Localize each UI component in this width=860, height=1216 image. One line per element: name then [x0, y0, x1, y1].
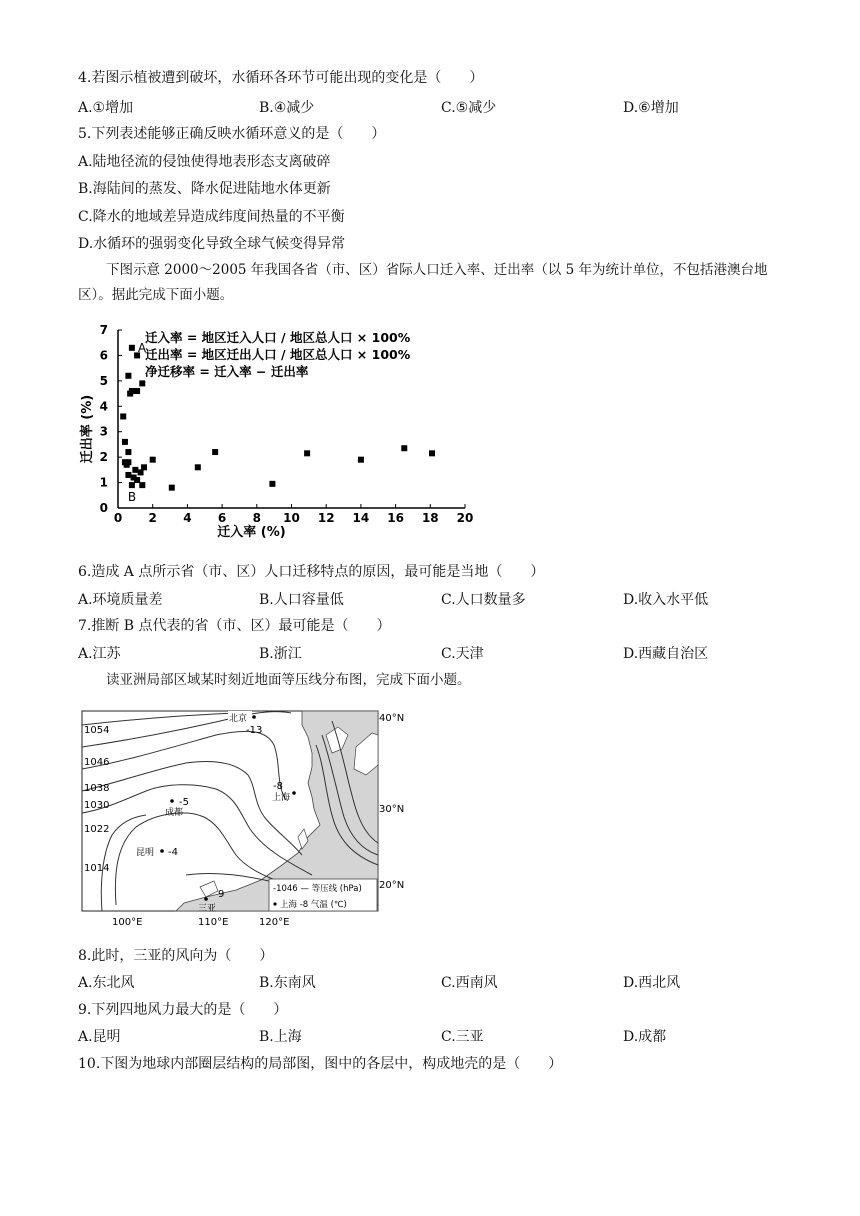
point-label-a: A [137, 340, 147, 355]
question-6-stem: 6.造成 A 点所示省（市、区）人口迁移特点的原因，最可能是当地（ ） [78, 564, 545, 580]
question-7-stem: 7.推断 B 点代表的省（市、区）最可能是（ ） [78, 618, 391, 634]
migration-scatter-chart [75, 320, 485, 550]
data-point [127, 391, 133, 397]
data-point [129, 482, 135, 488]
data-point [125, 373, 131, 379]
isobar-label-1038: 1038 [84, 783, 110, 794]
city-name-sanya: 三亚 [198, 904, 217, 914]
chart-formula-1: 迁入率 = 地区迁入人口 / 地区总人口 × 100% [145, 330, 411, 345]
question-8-option-c: C.西南风 [441, 975, 498, 991]
lon-label-120e: 120°E [259, 917, 290, 928]
isobar-label-1022: 1022 [84, 824, 110, 835]
data-point [120, 413, 126, 419]
lat-label-40n: 40°N [379, 713, 405, 724]
x-tick-label: 12 [317, 511, 335, 525]
question-6-option-d: D.收入水平低 [623, 592, 709, 608]
chart-y-label: 迁出率 (%) [80, 394, 95, 464]
data-point [358, 457, 364, 463]
question-8-option-b: B.东南风 [259, 975, 316, 991]
question-5-option-b: B.海陆间的蒸发、降水促进陆地水体更新 [78, 181, 331, 197]
question-9-option-a: A.昆明 [78, 1029, 121, 1045]
question-8-option-d: D.西北风 [623, 975, 681, 991]
x-tick-label: 20 [456, 511, 474, 525]
x-tick-label: 6 [217, 511, 227, 525]
question-5-option-d: D.水循环的强弱变化导致全球气候变得异常 [78, 236, 346, 252]
chart-formula-2: 迁出率 = 地区迁出人口 / 地区总人口 × 100% [145, 347, 411, 362]
question-5-option-a: A.陆地径流的侵蚀使得地表形态支离破碎 [78, 154, 331, 170]
city-temp-chengdu: -5 [179, 797, 189, 808]
question-6-option-c: C.人口数量多 [441, 592, 526, 608]
city-temp-shanghai: -8 [273, 781, 283, 792]
question-5-option-c: C.降水的地域差异造成纬度间热量的不平衡 [78, 209, 345, 225]
question-4-option-c: C.⑤减少 [441, 100, 497, 116]
y-tick-label: 4 [99, 399, 108, 414]
data-point [150, 457, 156, 463]
y-tick-label: 7 [99, 323, 108, 337]
data-point [429, 450, 435, 456]
data-point [169, 485, 175, 491]
isobar-intro: 读亚洲局部区域某时刻近地面等压线分布图，完成下面小题。 [106, 672, 471, 688]
question-4-option-d: D.⑥增加 [623, 100, 679, 116]
city-name-chengdu: 成都 [165, 808, 184, 818]
data-point [124, 462, 130, 468]
data-point [125, 472, 131, 478]
question-4-option-a: A.①增加 [78, 100, 134, 116]
question-4-stem: 4.若图示植被遭到破坏，水循环各环节可能出现的变化是（ ） [78, 70, 484, 86]
data-point [212, 449, 218, 455]
data-point [134, 388, 140, 394]
question-9-stem: 9.下列四地风力最大的是（ ） [78, 1002, 288, 1018]
data-point [401, 445, 407, 451]
y-tick-label: 2 [99, 450, 108, 465]
y-tick-label: 0 [99, 501, 108, 515]
data-point [304, 450, 310, 456]
data-point [125, 449, 131, 455]
question-7-option-d: D.西藏自治区 [623, 646, 709, 662]
legend-dot [273, 902, 276, 905]
data-point [132, 467, 138, 473]
point-label-b: B [127, 490, 137, 505]
data-point [138, 469, 144, 475]
y-tick-label: 6 [99, 348, 108, 363]
x-tick-label: 8 [252, 511, 261, 525]
question-9-option-d: D.成都 [623, 1029, 667, 1045]
question-9-option-c: C.三亚 [441, 1029, 484, 1045]
y-tick-label: 5 [99, 373, 108, 388]
x-tick-label: 0 [113, 511, 123, 525]
chart-formula-3: 净迁移率 = 迁入率 − 迁出率 [145, 364, 309, 379]
question-10-stem: 10.下图为地球内部圈层结构的局部图，图中的各层中，构成地壳的是（ ） [78, 1056, 563, 1072]
question-5-stem: 5.下列表述能够正确反映水循环意义的是（ ） [78, 126, 386, 142]
question-7-option-c: C.天津 [441, 646, 484, 662]
chart-x-label: 迁入率 (%) [217, 525, 286, 540]
data-point [269, 481, 275, 487]
data-point [139, 380, 145, 386]
city-temp-kunming: -4 [168, 847, 178, 858]
question-8-option-a: A.东北风 [78, 975, 135, 991]
question-9-option-b: B.上海 [259, 1029, 302, 1045]
x-tick-label: 14 [352, 511, 370, 525]
x-tick-label: 18 [421, 511, 439, 525]
isobar-label-1054: 1054 [84, 725, 110, 736]
question-4-option-b: B.④减少 [259, 100, 315, 116]
data-point [122, 439, 128, 445]
migration-intro: 下图示意 2000～2005 年我国各省（市、区）省际人口迁入率、迁出率（以 5 年为统计单位，不包括港澳台地区）。据此完成下面小题。 [78, 262, 768, 303]
city-name-shanghai: 上海 [272, 793, 291, 803]
lon-label-100e: 100°E [112, 917, 143, 928]
legend-isobar: -1046 — 等压线 (hPa) [273, 884, 362, 894]
lon-label-110e: 110°E [198, 917, 229, 928]
x-tick-label: 10 [283, 511, 300, 525]
x-tick-label: 16 [387, 511, 404, 525]
legend-temp: 上海 -8 气温 (℃) [280, 900, 347, 910]
data-point [195, 464, 201, 470]
question-6-option-b: B.人口容量低 [259, 592, 344, 608]
lat-label-30n: 30°N [379, 804, 405, 815]
question-8-stem: 8.此时，三亚的风向为（ ） [78, 948, 274, 964]
isobar-label-1014: 1014 [84, 863, 110, 874]
x-tick-label: 2 [148, 511, 157, 525]
data-point [129, 345, 135, 351]
data-point [139, 482, 145, 488]
x-tick-label: 4 [183, 511, 192, 525]
isobar-map [76, 705, 411, 933]
city-name-beijing: 北京 [229, 714, 248, 724]
city-temp-sanya: 9 [218, 889, 225, 900]
isobar-label-1030: 1030 [84, 800, 110, 811]
y-tick-label: 3 [99, 424, 108, 439]
city-name-kunming: 昆明 [136, 848, 155, 858]
question-6-option-a: A.环境质量差 [78, 592, 163, 608]
data-point [134, 477, 140, 483]
y-tick-label: 1 [99, 475, 108, 490]
question-7-option-b: B.浙江 [259, 646, 302, 662]
question-7-option-a: A.江苏 [78, 646, 121, 662]
city-temp-beijing: -13 [246, 725, 263, 736]
isobar-label-1046: 1046 [84, 757, 110, 768]
lat-label-20n: 20°N [379, 880, 405, 891]
